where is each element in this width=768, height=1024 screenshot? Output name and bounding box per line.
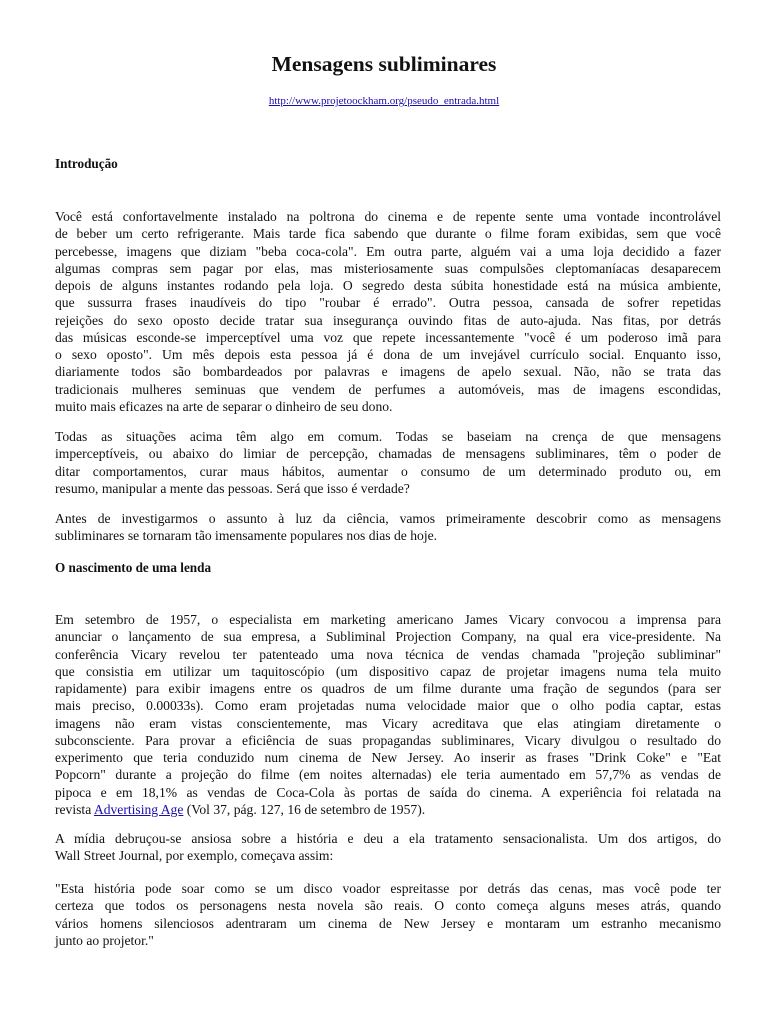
- text-line: anunciar o lançamento de sua empresa, a Subliminal Projection Company, na qual era vice-presidente. Na: [55, 629, 721, 645]
- intro-heading: Introdução: [55, 156, 118, 171]
- text-line: pipoca e em 18,1% as vendas de Coca-Cola às portas de saída do cinema. A experiência foi relatada na: [55, 784, 721, 800]
- text-line: Todas as situações acima têm algo em comum. Todas se baseiam na crença de que mensagens: [55, 429, 721, 444]
- text-line: conferência Vicary revelou ter patenteado uma nova técnica de vendas chamada "projeção subliminar": [55, 646, 721, 662]
- source-url-link[interactable]: http://www.projetoockham.org/pseudo_entrada.html: [268, 95, 500, 107]
- advertising-age-link[interactable]: Advertising Age: [93, 801, 184, 817]
- text-line: tradicionais mulheres seminuas que vendem de perfumes a automóveis, mas de imagens escondidas,: [55, 381, 721, 397]
- birth-paragraph-2: [55, 830, 721, 865]
- birth-paragraph-1: [55, 611, 721, 818]
- intro-paragraph-3: [55, 510, 721, 545]
- text-line: Você está confortavelmente instalado na poltrona do cinema e de repente sente uma vontade incontrolável: [55, 209, 721, 224]
- text-line: rapidamente) para exibir imagens entre os quadros de um filme durante uma fração de segundos (para ser: [55, 681, 721, 696]
- source-url-line: [0, 93, 768, 109]
- text-line: [55, 801, 721, 818]
- intro-paragraph-2: [55, 428, 721, 497]
- text-line: imagens não eram vistas conscientemente, mas Vicary acreditava que elas atingiam diretamente o: [55, 715, 721, 731]
- text-line: muito mais eficazes na arte de separar o dinheiro de seu dono.: [55, 398, 393, 414]
- text-line: o sexo oposto". Um mês depois esta pessoa já é dona de um invejável currículo social. Enquanto isso,: [55, 347, 721, 362]
- text-line: resumo, manipular a mente das pessoas. Será que isso é verdade?: [55, 480, 410, 496]
- birth-heading: O nascimento de uma lenda: [55, 560, 212, 575]
- text-line: de beber um certo refrigerante. Mais tarde fica sabendo que durante o filme foram exibidas, sem que você: [55, 226, 721, 242]
- text-line: A mídia debruçou-se ansiosa sobre a história e deu a ela tratamento sensacionalista. Um dos artigos, do: [55, 831, 721, 846]
- text-line: Wall Street Journal, por exemplo, começava assim:: [55, 848, 334, 864]
- text-line: diariamente todos são bombardeados por palavras e imagens de apelo sexual. Não, não se trata das: [55, 364, 721, 380]
- text-line: subconsciente. Para provar a eficiência de suas propagandas subliminares, Vicary divulgou o resultado do: [55, 732, 721, 748]
- birth-quote: [55, 880, 721, 949]
- text-line: algumas compras sem pagar por elas, mas misteriosamente suas compulsões cleptomaníacas desaparecem: [55, 260, 721, 276]
- citation-suffix: (Vol 37, pág. 127, 16 de setembro de 1957).: [183, 801, 426, 817]
- text-line: certeza que todos os personagens nesta novela são reais. O conto começa alguns meses atrás, quando: [55, 898, 721, 914]
- text-line: junto ao projetor.": [55, 932, 154, 948]
- text-line: imperceptíveis, ou abaixo do limiar de percepção, chamadas de mensagens subliminares, têm o poder de: [55, 446, 721, 462]
- intro-paragraph-1: [55, 208, 721, 415]
- text-line: subliminares se tornaram tão imensamente populares nos dias de hoje.: [55, 528, 438, 544]
- page-title: Mensagens subliminares: [271, 52, 497, 76]
- text-line: percebesse, imagens que diziam "beba coca-cola". Em outra parte, alguém vai a uma loja decidido a fazer: [55, 243, 721, 259]
- text-line: ditar comportamentos, curar maus hábitos, aumentar o consumo de um determinado produto ou, em: [55, 463, 721, 479]
- text-line: Popcorn" durante a projeção do filme (em noites alternadas) ele teria aumentado em 57,7% as vendas de: [55, 767, 721, 783]
- text-line: que sussurra frases inaudíveis do tipo "roubar é errado". Outra pessoa, cansada de sofrer repetidas: [55, 295, 721, 311]
- text-line: Em setembro de 1957, o especialista em marketing americano James Vicary convocou a imprensa para: [55, 612, 721, 627]
- text-line: Antes de investigarmos o assunto à luz da ciência, vamos primeiramente descobrir como as mensagens: [55, 511, 721, 526]
- text-line: rejeições do sexo oposto decide tratar sua insegurança ouvindo fitas de auto-ajuda. Nas fitas, por detrás: [55, 312, 721, 328]
- text-line: que consistia em utilizar um taquitoscópio (um dispositivo capaz de projetar imagens numa tela muito: [55, 663, 721, 679]
- text-line: "Esta história pode soar como se um disco voador espreitasse por detrás das cenas, mas você pode ter: [55, 881, 721, 896]
- text-line: depois de alguns instantes rodando pela loja. O segredo desta súbita honestidade está na música ambiente,: [55, 278, 721, 293]
- text-line: vários homens silenciosos adentraram um cinema de New Jersey e montaram um estranho mecanismo: [55, 915, 721, 931]
- text-line: mais preciso, 0.00033s). Como eram projetadas numa velocidade maior que o olho podia captar, estas: [55, 698, 721, 714]
- citation-prefix: revista: [55, 801, 94, 817]
- text-line: experimento que teria conduzido num cinema de New Jersey. Ao inserir as frases "Drink Coke" e "Eat: [55, 750, 721, 765]
- text-line: das músicas esconde-se imperceptível uma voz que repete incessantemente "você é um poderoso imã para: [55, 329, 721, 345]
